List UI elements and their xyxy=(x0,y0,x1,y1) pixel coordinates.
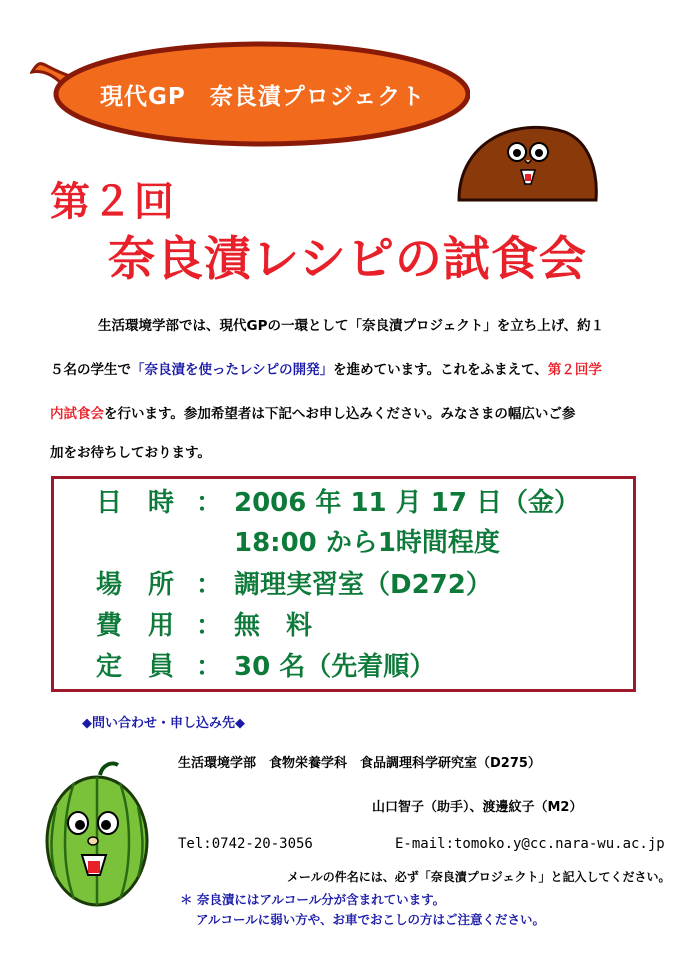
alcohol-note-1: ＊ 奈良漬にはアルコール分が含まれています。 xyxy=(180,892,446,907)
page-title: 奈良漬レシピの試食会 xyxy=(108,232,587,287)
intro-line-2 xyxy=(50,358,602,378)
info-separator: ： xyxy=(196,652,223,682)
intro-line-3 xyxy=(50,402,575,422)
info-row-capacity xyxy=(96,646,435,683)
info-label: 日 時 xyxy=(96,488,175,518)
info-label: 定 員 xyxy=(96,652,175,682)
contact-heading: ◆問い合わせ・申し込み先◆ xyxy=(82,716,245,731)
info-value: 無 料 xyxy=(234,611,313,641)
info-separator: ： xyxy=(196,570,223,600)
contact-email[interactable]: E-mail:tomoko.y@cc.nara-wu.ac.jp xyxy=(395,836,665,852)
contact-department: 生活環境学部 食物栄養学科 食品調理科学研究室（D275） xyxy=(178,756,541,771)
intro-highlight-event: 第２回学 xyxy=(547,362,602,378)
alcohol-note-2: アルコールに弱い方や、お車でおこしの方はご注意ください。 xyxy=(196,912,546,927)
intro-text: を行います。参加希望者は下記へお申し込みください。みなさまの幅広いご参 xyxy=(104,406,576,422)
email-subject-note: メールの件名には、必ず「奈良漬プロジェクト」と記入してください。 xyxy=(287,870,671,884)
intro-line-4: 加をお待ちしております。 xyxy=(50,445,211,461)
info-value: 2006 年 11 月 17 日（金） xyxy=(234,488,580,518)
intro-highlight-event: 内試食会 xyxy=(50,406,104,422)
info-label: 場 所 xyxy=(96,570,175,600)
intro-text: ５名の学生で xyxy=(50,362,131,378)
info-value: 調理実習室（D272） xyxy=(234,570,492,600)
info-separator: ： xyxy=(196,611,223,641)
green-melon-mascot-icon xyxy=(42,757,154,909)
intro-text: を進めています。これをふまえて、 xyxy=(333,362,548,378)
info-value: 30 名（先着順） xyxy=(234,652,436,682)
banner-title: 現代GP 奈良漬プロジェクト xyxy=(100,84,426,110)
info-row-place xyxy=(96,564,492,601)
intro-line-1: 生活環境学部では、現代GPの一環として「奈良漬プロジェクト」を立ち上げ、約１ xyxy=(98,318,605,334)
info-row-datetime xyxy=(96,482,580,519)
contact-phone: Tel:0742-20-3056 xyxy=(178,836,313,852)
info-separator: ： xyxy=(196,488,223,518)
intro-highlight-recipe: 「奈良漬を使ったレシピの開発」 xyxy=(131,362,334,378)
info-row-time: 18:00 から1時間程度 xyxy=(234,528,500,558)
info-label: 費 用 xyxy=(96,611,175,641)
contact-people: 山口智子（助手）、渡邊紋子（M2） xyxy=(372,800,583,815)
brown-mascot-icon xyxy=(455,122,600,202)
edition-label: 第２回 xyxy=(50,179,176,225)
info-row-fee xyxy=(96,605,312,642)
